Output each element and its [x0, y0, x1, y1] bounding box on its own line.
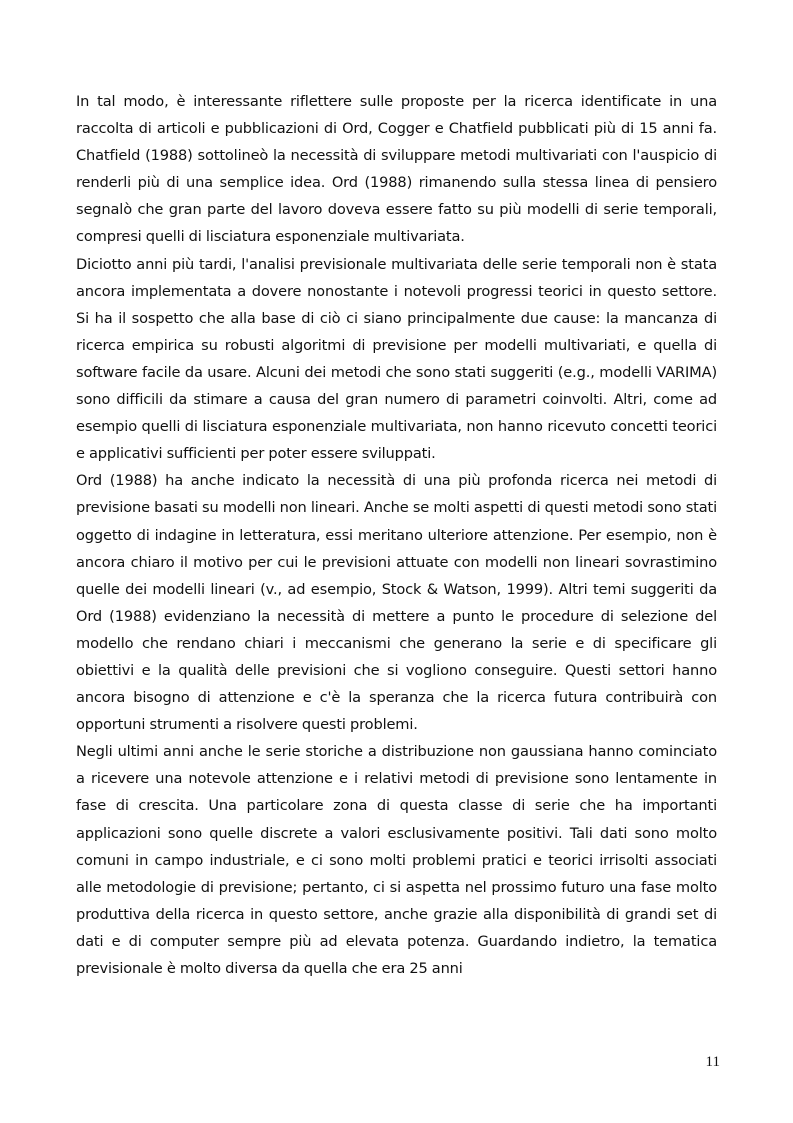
paragraph-4: Negli ultimi anni anche le serie storiche a distribuzione non gaussiana hanno cominciato a ricevere una notevole attenzione e i relativi metodi di previsione sono lentamente in fase di crescita. Una particolare zona di questa classe di serie che ha importanti applicazioni sono quelle discrete a valori esclusivamente positivi. Tali dati sono molto comuni in campo industriale, e ci sono molti problemi pratici e teorici irrisolti associati alle metodologie di previsione; pertanto, ci si aspetta nel prossimo futuro una fase molto produttiva della ricerca in questo settore, anche grazie alla disponibilità di grandi set di dati e di computer sempre più ad elevata potenza. Guardando indietro, la tematica previsionale è molto diversa da quella che era 25 anni	[76, 743, 717, 977]
paragraph-3: Ord (1988) ha anche indicato la necessità di una più profonda ricerca nei metodi di previsione basati su modelli non lineari. Anche se molti aspetti di questi metodi sono stati oggetto di indagine in letteratura, essi meritano ulteriore attenzione. Per esempio, non è ancora chiaro il motivo per cui le previsioni attuate con modelli non lineari sovrastimino quelle dei modelli lineari (v., ad esempio, Stock & Watson, 1999). Altri temi suggeriti da Ord (1988) evidenziano la necessità di mettere a punto le procedure di selezione del modello che rendano chiari i meccanismi che generano la serie e di specificare gli obiettivi e la qualità delle previsioni che si vogliono conseguire. Questi settori hanno ancora bisogno di attenzione e c'è la speranza che la ricerca futura contribuirà con opportuni strumenti a risolvere questi problemi.	[76, 472, 717, 734]
page-number: 11	[705, 1054, 720, 1070]
body-text	[76, 88, 717, 982]
paragraph-1: In tal modo, è interessante riflettere sulle proposte per la ricerca identificate in una raccolta di articoli e pubblicazioni di Ord, Cogger e Chatfield pubblicati più di 15 anni fa. Chatfield (1988) sottolineò la necessità di sviluppare metodi multivariati con l'auspicio di renderli più di una semplice idea. Ord (1988) rimanendo sulla stessa linea di pensiero segnalò che gran parte del lavoro doveva essere fatto su più modelli di serie temporali, compresi quelli di lisciatura esponenziale multivariata.	[76, 93, 717, 246]
paragraph-2: Diciotto anni più tardi, l'analisi previsionale multivariata delle serie temporali non è stata ancora implementata a dovere nonostante i notevoli progressi teorici in questo settore. Si ha il sospetto che alla base di ciò ci siano principalmente due cause: la mancanza di ricerca empirica su robusti algoritmi di previsione per modelli multivariati, e quella di software facile da usare. Alcuni dei metodi che sono stati suggeriti (e.g., modelli VARIMA) sono difficili da stimare a causa del gran numero di parametri coinvolti. Altri, come ad esempio quelli di lisciatura esponenziale multivariata, non hanno ricevuto concetti teorici e applicativi sufficienti per poter essere sviluppati.	[76, 255, 717, 463]
